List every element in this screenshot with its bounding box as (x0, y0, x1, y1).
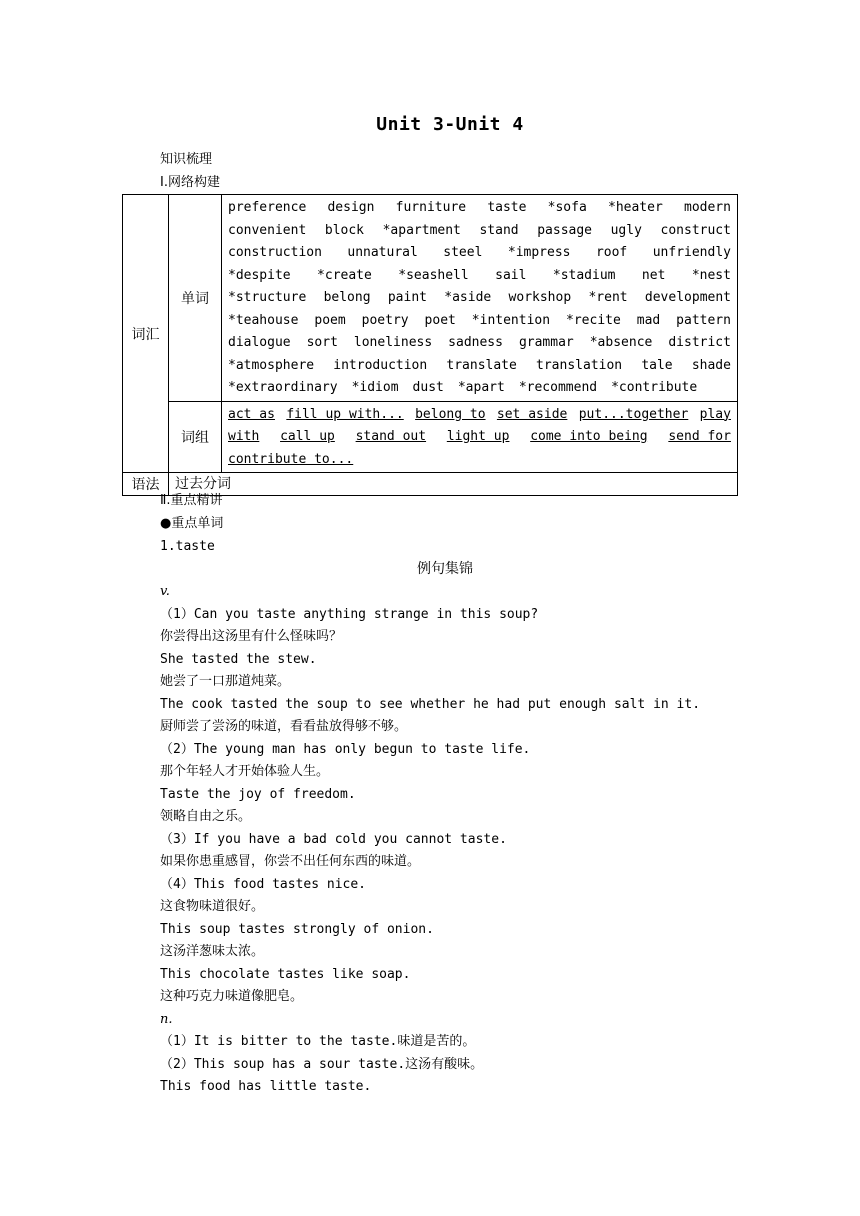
vocab-phrase: light up (446, 429, 510, 444)
example-sentence: Taste the joy of freedom. (160, 786, 356, 802)
vocab-word: district (668, 335, 731, 350)
vocab-word: loneliness (353, 335, 433, 350)
word-line (228, 377, 731, 400)
word-line (228, 220, 731, 243)
item-heading: 1.taste (160, 539, 215, 554)
vocab-phrase: belong to (415, 406, 486, 422)
vocab-word: unnatural (347, 245, 418, 260)
vocab-word: block (324, 222, 365, 238)
vocab-word: convenient (228, 222, 307, 238)
vocab-word: *create (317, 267, 372, 283)
words-label: 单词 (181, 290, 209, 307)
vocab-phrase: call up (280, 429, 335, 444)
vocabulary-table (122, 194, 738, 496)
example-sentence: This chocolate tastes like soap. (160, 966, 411, 982)
vocab-word: *idiom (351, 380, 399, 395)
vocab-word: *recite (566, 312, 621, 328)
example-sentence: （2）This soup has a sour taste.这汤有酸味。 (160, 1056, 484, 1072)
word-line (228, 287, 731, 310)
vocab-word: translate (446, 357, 517, 373)
vocab-word: poet (424, 312, 456, 328)
vocab-phrase: come into being (530, 429, 648, 444)
grammar-label: 语法 (131, 477, 160, 493)
vocab-word: *absence (589, 335, 653, 350)
vocab-word: mad (636, 312, 661, 328)
words-subcategory-cell (169, 195, 222, 402)
vocab-word: *atmosphere (228, 357, 315, 373)
vocab-word: preference (228, 200, 307, 215)
vocab-word: poetry (361, 312, 409, 328)
vocab-word: *stadium (552, 267, 616, 283)
vocab-word: stand (479, 222, 519, 238)
phrases-label: 词组 (181, 429, 209, 446)
document-title: Unit 3-Unit 4 (376, 114, 524, 135)
part2-heading: Ⅱ.重点精讲 (160, 493, 223, 508)
vocab-word: dialogue (228, 335, 291, 350)
vocab-phrase: send for (668, 429, 731, 444)
vocab-phrase: contribute to... (228, 451, 354, 467)
example-sentence: （3）If you have a bad cold you cannot taste. (160, 831, 507, 847)
example-sentence: （2）The young man has only begun to taste life. (160, 741, 531, 757)
vocab-word: translation (536, 357, 623, 373)
translation-line: 那个年轻人才开始体验人生。 (160, 764, 330, 779)
example-sentence: She tasted the stew. (160, 651, 317, 667)
vocab-word: *recommend (518, 380, 598, 395)
vocab-word: *sofa (547, 200, 587, 215)
section-heading: 知识梳理 (160, 152, 213, 167)
vocab-label: 词汇 (131, 326, 160, 343)
vocab-word: steel (443, 245, 483, 260)
word-line (228, 355, 731, 378)
translation-line: 如果你患重感冒，你尝不出任何东西的味道。 (160, 854, 421, 869)
vocab-word: *apart (457, 380, 505, 395)
vocab-word: tale (641, 357, 673, 373)
vocab-phrase: set aside (496, 406, 568, 422)
vocab-word: furniture (395, 200, 467, 215)
word-line (228, 265, 731, 288)
vocab-phrase: with (228, 429, 260, 444)
vocab-word: development (644, 290, 731, 305)
vocab-word: sort (306, 335, 338, 350)
phrases-content-cell (222, 401, 738, 473)
vocab-word: *aside (444, 290, 492, 305)
vocab-word: *teahouse (228, 312, 299, 328)
phrases-subcategory-cell (169, 401, 222, 473)
part-of-speech-label: v. (160, 584, 170, 599)
vocab-word: modern (684, 200, 731, 215)
vocab-word: *despite (228, 267, 291, 283)
part-of-speech-label: n. (160, 1011, 173, 1027)
vocab-word: passage (537, 222, 593, 238)
vocab-word: *seashell (398, 267, 469, 283)
translation-line: 这种巧克力味道像肥皂。 (160, 989, 304, 1004)
translation-line: 领略自由之乐。 (160, 809, 252, 824)
vocab-word: *intention (471, 312, 551, 328)
vocab-word: introduction (333, 357, 428, 373)
word-line (228, 332, 731, 355)
part1-heading: Ⅰ.网络构建 (160, 175, 220, 190)
vocab-word: taste (487, 200, 527, 215)
example-sentence: （1）It is bitter to the taste.味道是苦的。 (160, 1034, 476, 1049)
vocab-word: construct (660, 222, 731, 238)
example-sentence: This food has little taste. (160, 1079, 372, 1094)
words-content-cell (222, 195, 738, 402)
vocab-word: design (327, 200, 375, 215)
word-line (228, 310, 731, 333)
vocab-word: shade (691, 357, 731, 373)
example-sentence: （1）Can you taste anything strange in this soup? (160, 606, 539, 622)
grammar-value: 过去分词 (175, 476, 231, 492)
translation-line: 她尝了一口那道炖菜。 (160, 674, 291, 689)
phrase-line (228, 426, 731, 449)
vocab-word: net (641, 267, 666, 283)
translation-line: 这食物味道很好。 (160, 899, 265, 914)
vocab-word: *contribute (611, 380, 698, 395)
examples-heading: 例句集锦 (417, 561, 473, 577)
vocab-phrase: act as (228, 406, 275, 422)
phrase-line (228, 404, 731, 427)
vocab-word: poem (314, 312, 346, 328)
vocab-word: ugly (610, 222, 642, 238)
grammar-value-cell (169, 473, 738, 496)
vocab-word: *extraordinary (228, 380, 338, 395)
vocab-word: roof (595, 245, 628, 260)
vocab-word: *impress (507, 245, 571, 260)
vocab-word: grammar (518, 335, 574, 350)
word-line (228, 242, 731, 265)
vocab-phrase: play (699, 406, 731, 422)
vocab-word: *apartment (382, 222, 461, 238)
vocab-word: sadness (448, 335, 503, 350)
vocab-word: *structure (228, 290, 307, 305)
vocab-word: *rent (588, 290, 628, 305)
vocab-word: unfriendly (652, 245, 731, 260)
example-sentence: This soup tastes strongly of onion. (160, 921, 434, 937)
word-line (228, 197, 731, 220)
translation-line: 厨师尝了尝汤的味道，看看盐放得够不够。 (160, 719, 408, 734)
vocab-word: sail (495, 267, 527, 283)
vocab-word: workshop (508, 290, 572, 305)
vocab-word: pattern (676, 312, 731, 328)
vocab-word: construction (228, 245, 322, 260)
vocab-phrase: fill up with... (286, 406, 404, 422)
vocab-word: *nest (691, 267, 731, 283)
vocab-word: belong (323, 290, 371, 305)
vocab-word: dust (412, 380, 444, 395)
translation-line: 你尝得出这汤里有什么怪味吗？ (160, 629, 343, 644)
vocab-category-cell (123, 195, 169, 473)
example-sentence: （4）This food tastes nice. (160, 876, 367, 892)
vocab-phrase: stand out (355, 429, 427, 444)
translation-line: 这汤洋葱味太浓。 (160, 944, 265, 959)
vocab-phrase: put...together (578, 406, 689, 422)
vocab-word: *heater (608, 200, 663, 215)
vocab-word: paint (387, 290, 427, 305)
key-words-heading: ●重点单词 (160, 516, 224, 531)
phrase-line (228, 449, 731, 472)
example-sentence: The cook tasted the soup to see whether he had put enough salt in it. (160, 696, 701, 712)
